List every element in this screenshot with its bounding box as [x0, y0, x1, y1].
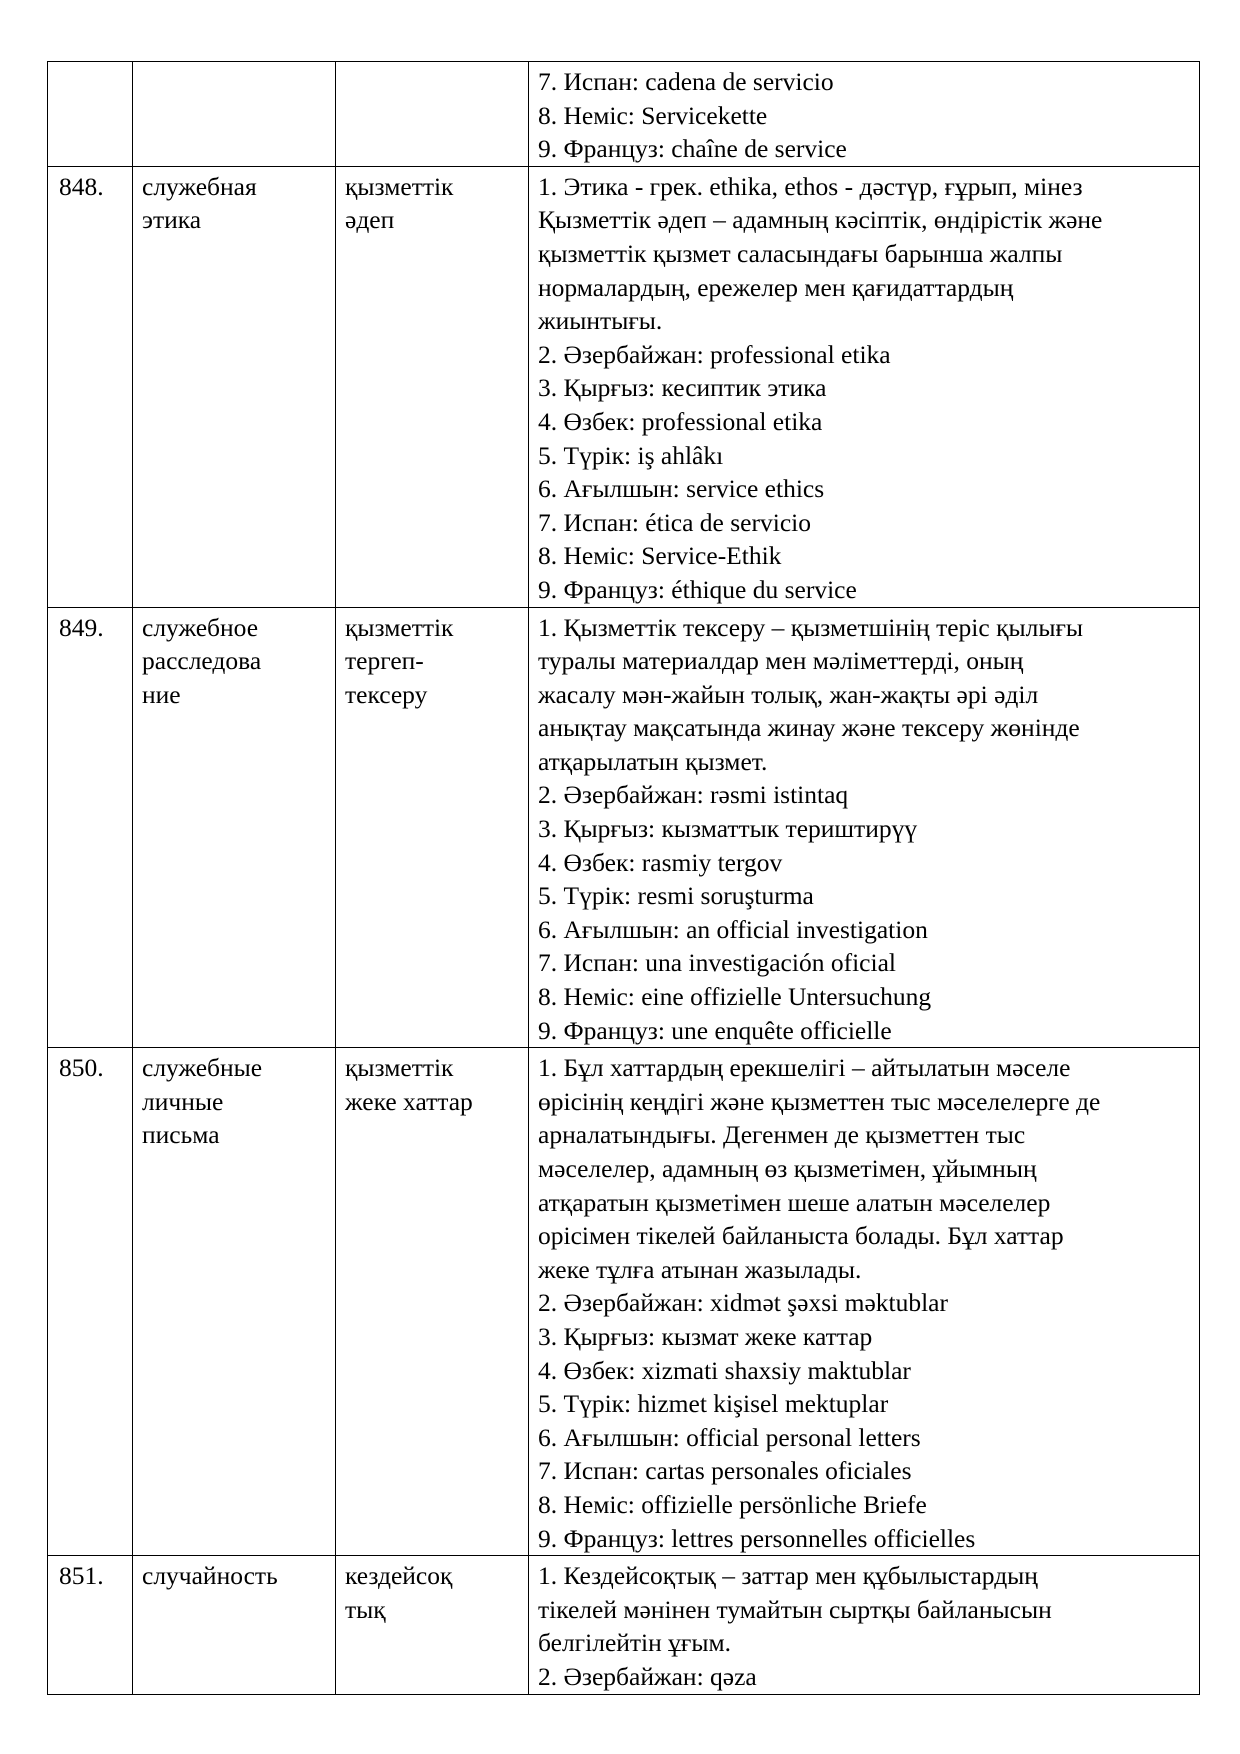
- term-russian: личные: [142, 1086, 224, 1116]
- definition-line: жасалу мән-жайын толық, жан-жақты әрі әділ: [538, 679, 1039, 709]
- definition-line: нормалардың, ережелер мен қағидаттардың: [538, 272, 1014, 302]
- term-russian-cell: [133, 607, 336, 1048]
- term-kazakh: қызметтік: [345, 612, 454, 642]
- translation-line: 2. Әзербайжан: qəza: [538, 1661, 757, 1691]
- definition-line: жеке тұлға атынан жазылады.: [538, 1254, 862, 1284]
- entry-number-cell: [48, 166, 133, 607]
- term-kazakh: тексеру: [345, 679, 428, 709]
- definition-line: анықтау мақсатында жинау және тексеру жөнінде: [538, 713, 1080, 743]
- translation-line: 4. Өзбек: xizmati shaxsiy maktublar: [538, 1355, 911, 1385]
- translation-line: 2. Әзербайжан: xidmət şəxsi məktublar: [538, 1288, 948, 1318]
- term-kazakh: қызметтік: [345, 171, 454, 201]
- table-row: [48, 607, 1200, 1048]
- translation-line: 7. Испан: ética de servicio: [538, 507, 811, 537]
- term-russian: служебная: [142, 171, 257, 201]
- term-russian: случайность: [142, 1561, 278, 1591]
- term-kazakh-cell: [336, 607, 529, 1048]
- term-kazakh: тергеп-: [345, 646, 424, 676]
- definition-cell: [529, 1048, 1200, 1556]
- term-russian: служебное: [142, 612, 259, 642]
- definition-line: орісімен тікелей байланыста болады. Бұл хаттар: [538, 1221, 1064, 1251]
- term-kazakh: қызметтік: [345, 1053, 454, 1083]
- definition-line: тікелей мәнінен тумайтын сыртқы байланысын: [538, 1594, 1052, 1624]
- definition-line: атқаратын қызметімен шеше алатын мәселелер: [538, 1187, 1051, 1217]
- term-kazakh-cell: [336, 1048, 529, 1556]
- entry-number: 851.: [59, 1561, 104, 1591]
- translation-line: 5. Түрік: iş ahlâkı: [538, 440, 724, 470]
- entry-number: 848.: [59, 171, 104, 201]
- glossary-table: [47, 61, 1200, 1695]
- table-row: [48, 166, 1200, 607]
- translation-line: 5. Түрік: hizmet kişisel mektuplar: [538, 1389, 889, 1419]
- translation-line: 6. Ағылшын: official personal letters: [538, 1422, 921, 1452]
- term-russian: служебные: [142, 1053, 263, 1083]
- definition-line: жиынтығы.: [538, 306, 663, 336]
- term-russian-cell: [133, 1556, 336, 1694]
- definition-line: қызметтік қызмет саласындағы барынша жалпы: [538, 238, 1063, 268]
- definition-cell: [529, 1556, 1200, 1694]
- term-kazakh-cell: [336, 166, 529, 607]
- translation-line: 8. Неміс: Servicekette: [538, 100, 768, 130]
- entry-number-cell: [48, 1048, 133, 1556]
- translation-line: 7. Испан: una investigación oficial: [538, 948, 896, 978]
- definition-line: туралы материалдар мен мәліметтерді, оның: [538, 646, 1024, 676]
- definition-line: 1. Бұл хаттардың ерекшелігі – айтылатын мәселе: [538, 1053, 1071, 1083]
- definition-cell: [529, 62, 1200, 167]
- translation-line: 9. Француз: éthique du service: [538, 574, 857, 604]
- table-row: [48, 1556, 1200, 1694]
- term-kazakh: әдеп: [345, 205, 395, 235]
- translation-line: 9. Француз: une enquête officielle: [538, 1015, 892, 1045]
- definition-line: өрісінің кеңдігі және қызметтен тыс мәселелерге де: [538, 1086, 1101, 1116]
- translation-line: 2. Әзербайжан: professional etika: [538, 339, 891, 369]
- definition-line: атқарылатын қызмет.: [538, 746, 768, 776]
- definition-line: мәселелер, адамның өз қызметімен, ұйымның: [538, 1154, 1037, 1183]
- translation-line: 3. Қырғыз: кесиптик этика: [538, 373, 827, 403]
- term-kazakh-cell: [336, 62, 529, 167]
- term-kazakh-cell: [336, 1556, 529, 1694]
- translation-line: 4. Өзбек: rasmiy tergov: [538, 847, 783, 877]
- translation-line: 6. Ағылшын: service ethics: [538, 474, 825, 504]
- definition-line: Қызметтік әдеп – адамның кәсіптік, өндірістік және: [538, 205, 1103, 235]
- table-row: [48, 62, 1200, 167]
- term-kazakh: тық: [345, 1594, 386, 1624]
- translation-line: 9. Француз: lettres personnelles officielles: [538, 1523, 976, 1553]
- term-russian: ние: [142, 679, 181, 709]
- definition-line: белгілейтін ұғым.: [538, 1628, 732, 1658]
- translation-line: 8. Неміс: offizielle persönliche Briefe: [538, 1489, 927, 1519]
- definition-line: 1. Кездейсоқтық – заттар мен құбылыстардың: [538, 1561, 1038, 1591]
- entry-number-cell: [48, 607, 133, 1048]
- definition-cell: [529, 166, 1200, 607]
- entry-number: 850.: [59, 1053, 104, 1083]
- translation-line: 2. Әзербайжан: rəsmi istintaq: [538, 780, 849, 810]
- definition-line: 1. Этика - грек. ethika, ethos - дәстүр, ғұрып, мінез: [538, 171, 1083, 201]
- translation-line: 8. Неміс: eine offizielle Untersuchung: [538, 982, 932, 1012]
- table-row: [48, 1048, 1200, 1556]
- term-russian: письма: [142, 1120, 220, 1150]
- translation-line: 7. Испан: cartas personales oficiales: [538, 1456, 912, 1486]
- definition-line: арналатындығы. Дегенмен де қызметтен тыс: [538, 1120, 1026, 1150]
- translation-line: 4. Өзбек: professional etika: [538, 406, 823, 436]
- definition-cell: [529, 607, 1200, 1048]
- translation-line: 8. Неміс: Service-Ethik: [538, 541, 782, 571]
- term-kazakh: жеке хаттар: [345, 1086, 473, 1116]
- entry-number-cell: [48, 62, 133, 167]
- term-kazakh: кездейсоқ: [345, 1561, 453, 1591]
- entry-number-cell: [48, 1556, 133, 1694]
- translation-line: 6. Ағылшын: an official investigation: [538, 914, 928, 944]
- translation-line: 7. Испан: cadena de servicio: [538, 67, 834, 96]
- term-russian-cell: [133, 62, 336, 167]
- translation-line: 3. Қырғыз: кызматтык териштирүү: [538, 814, 918, 844]
- term-russian: этика: [142, 205, 202, 235]
- translation-line: 5. Түрік: resmi soruşturma: [538, 881, 814, 911]
- term-russian-cell: [133, 1048, 336, 1556]
- definition-line: 1. Қызметтік тексеру – қызметшінің теріс қылығы: [538, 612, 1084, 642]
- entry-number: 849.: [59, 612, 104, 642]
- term-russian-cell: [133, 166, 336, 607]
- term-russian: расследова: [142, 646, 262, 676]
- translation-line: 9. Француз: chaîne de service: [538, 134, 847, 164]
- translation-line: 3. Қырғыз: кызмат жеке каттар: [538, 1321, 873, 1351]
